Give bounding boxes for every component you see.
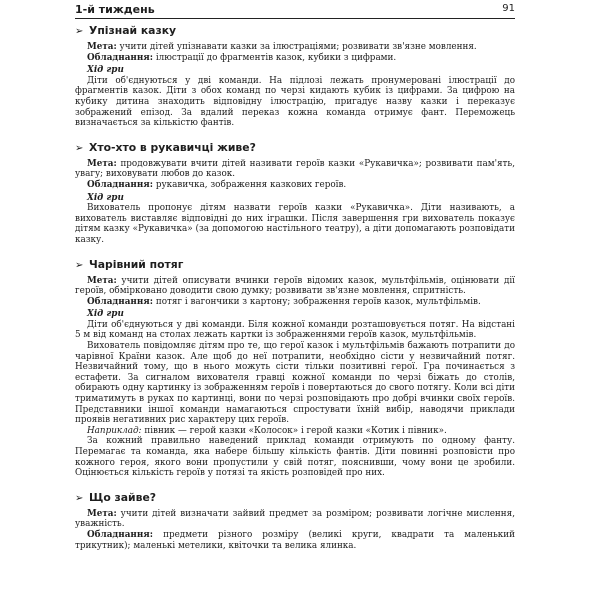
game-section-odd-one-out (75, 491, 515, 551)
game-paragraph: Діти об'єднуються у дві команди. На підлозі лежать пронумеровані ілюстрації до фрагментів казок. Діти з обох команд по черзі кидають кубик із цифрами. За цифрою на кубику дитина знаходить відповідну ілюстрацію, пригадує назву казки і переказує зображений епізод. За вдалий переказ кожна команда отримує фант. Переможець визначається за кількістю фантів. (75, 75, 515, 129)
chapter-title: 1-й тиждень (75, 3, 155, 16)
equipment-line: Обладнання: рукавичка, зображення казкових героїв. (87, 179, 347, 190)
goal-line: Мета: учити дітей описувати вчинки героїв відомих казок, мультфільмів, оцінювати дії героїв, обмірковано доводити свою думку; розвивати зв'язне мовлення, спритність. (75, 275, 515, 297)
goal-line: Мета: учити дітей упізнавати казки за ілюстраціями; розвивати зв'язне мовлення. (87, 42, 477, 52)
arrow-bullet-icon: ➢ (75, 26, 84, 37)
arrow-bullet-icon: ➢ (75, 259, 84, 271)
game-progress-label: Хід гри (87, 65, 124, 76)
page-number: 91 (502, 3, 515, 14)
arrow-bullet-icon: ➢ (75, 142, 84, 154)
equipment-line: Обладнання: предмети різного розміру (великі круги, квадрати та маленький трикутник); маленькі метелики, квіточки та велика ялинка. (75, 529, 516, 551)
equipment-line: Обладнання: ілюстрації до фрагментів казок, кубики з цифрами. (87, 52, 397, 63)
page-content (75, 24, 515, 551)
closing-paragraph: За кожний правильно наведений приклад команди отримують по одному фанту. Перемагає та команда, яка набере більшу кількість фантів. Діти повинні розповісти про кожного героя, якого вони пропустили у свій потяг, пояснивши, чому вони це зробили. Оцінюється кількість героїв у потязі та якість розповідей про них. (75, 436, 515, 479)
section-title: ➢ Упізнай казку (75, 24, 177, 37)
game-section-magic-train (75, 258, 515, 479)
section-title: ➢ Чарівний потяг (75, 257, 184, 271)
equipment-line: Обладнання: потяг і вагончики з картону; зображення героїв казок, мультфільмів. (87, 296, 481, 307)
section-title: ➢ Хто-хто в рукавичці живе? (75, 140, 256, 154)
game-paragraph: Діти об'єднуються у дві команди. Біля кожної команди розташовується потяг. На відстані 5 м від команд на столах лежать картки із зображеннями героїв казок, мультфільмів. (75, 319, 515, 341)
goal-line: Мета: учити дітей визначати зайвий предмет за розміром; розвивати логічне мислення, уважність. (75, 508, 515, 530)
game-section-mitten (75, 141, 515, 246)
game-paragraph: Вихователь повідомляє дітям про те, що герої казок і мультфільмів бажають потрапити до чарівної Країни казок. Але щоб до неї потрапити, необхідно сісти у незвичайний потяг. Незвичайний тому, що в нього можуть сісти тільки позитивні герої. Гра починається з естафети. За сигналом вихователя гравці кожної команди по черзі біжать до столів, обирають одну картинку із зображенням героїв і повертаються до свого потягу. Коли всі діти триматимуть в руках по картинці, вони по черзі розповідають про добрі вчинки своїх героїв. Представники іншої команди намагаються спростувати їхній вибір, наводячи приклади проявів негативних рис характеру цих героїв. (75, 341, 515, 426)
game-progress-label: Хід гри (87, 192, 124, 203)
goal-line: Мета: продовжувати вчити дітей називати героїв казки «Рукавичка»; розвивати пам'ять, увагу; виховувати любов до казок. (75, 158, 516, 180)
game-section-recognize-tale (75, 24, 515, 129)
game-paragraph: Вихователь пропонує дітям назвати героїв казки «Рукавичка». Діти називають, а вихователь виставляє відповідні до них іграшки. Після завершення гри вихователь показує дітям казку «Рукавичка» (за допомогою настільного театру), а діти допомагають розповідати казку. (75, 203, 515, 245)
section-title: ➢ Що зайве? (75, 490, 157, 504)
example-line: Наприклад: півник — герой казки «Колосок» і герой казки «Котик і півник». (87, 425, 447, 436)
page-header (75, 2, 515, 19)
game-progress-label: Хід гри (87, 309, 124, 320)
arrow-bullet-icon: ➢ (75, 492, 84, 504)
